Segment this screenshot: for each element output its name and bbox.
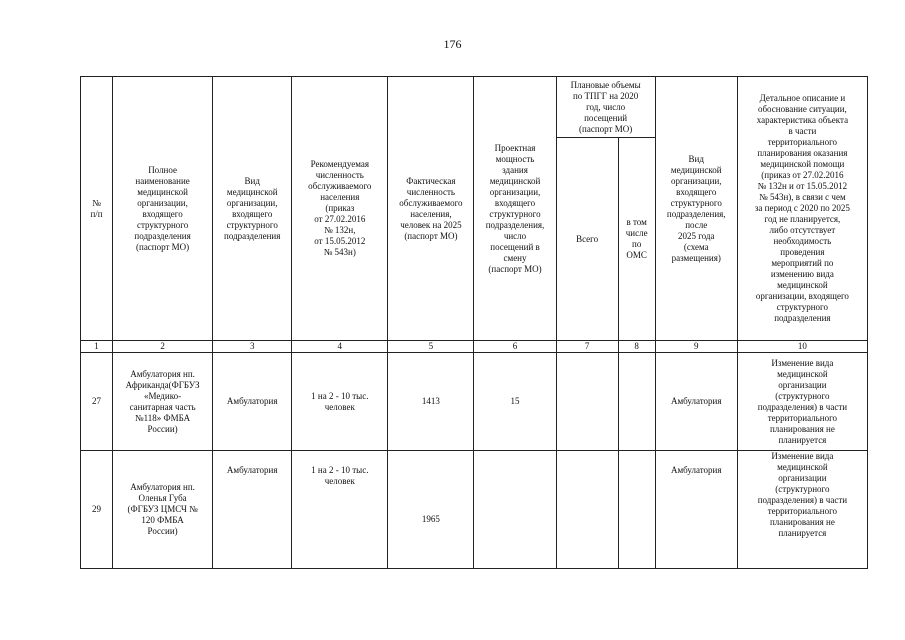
header-num: № п/п [81,77,113,341]
column-number: 2 [113,341,213,353]
header-row [81,77,868,138]
recommended-population: 1 на 2 - 10 тыс. человек [292,353,388,451]
header-full-name: Полное наименование медицинской организации, входящего структурного подразделения (паспорт МО) [113,77,213,341]
org-type-after-2025: Амбулатория [655,451,737,569]
column-number-row [81,341,868,353]
header-planned-volumes: Плановые объемы по ТПГГ на 2020 год, число посещений (паспорт МО) [556,77,655,138]
description: Изменение вида медицинской организации (структурного подразделения) в части территориального планирования не планируется [737,451,867,569]
column-number: 10 [737,341,867,353]
planning-table [80,76,868,569]
design-capacity: 15 [474,353,556,451]
design-capacity [474,451,556,569]
page-number: 176 [443,37,462,51]
table-row [81,451,868,569]
planned-total [556,451,618,569]
actual-population: 1965 [388,451,474,569]
header-total: Всего [556,138,618,341]
planned-oms [618,451,655,569]
table-row [81,353,868,451]
planned-total [556,353,618,451]
actual-population: 1413 [388,353,474,451]
header-actual-population: Фактическая численность обслуживаемого населения, человек на 2025 (паспорт МО) [388,77,474,341]
column-number: 4 [292,341,388,353]
column-number: 7 [556,341,618,353]
row-number: 29 [81,451,113,569]
org-name: Амбулатория нп. Африканда(ФГБУЗ «Медико- санитарная часть №118» ФМБА России) [113,353,213,451]
header-oms: в том числе по ОМС [618,138,655,341]
org-name: Амбулатория нп. Оленья Губа (ФГБУЗ ЦМСЧ № 120 ФМБА России) [113,451,213,569]
column-number: 1 [81,341,113,353]
description: Изменение вида медицинской организации (структурного подразделения) в части территориального планирования не планируется [737,353,867,451]
column-number: 6 [474,341,556,353]
org-type: Амбулатория [213,451,292,569]
org-type: Амбулатория [213,353,292,451]
recommended-population: 1 на 2 - 10 тыс. человек [292,451,388,569]
header-org-type: Вид медицинской организации, входящего структурного подразделения [213,77,292,341]
header-description: Детальное описание и обоснование ситуации, характеристика объекта в части территориального планирования оказания медицинской помощи (приказ от 27.02.2016 № 132н и от 15.05.2012 № 543н), в связи с чем за период с 2020 по 2025 год не планируется, либо отсутствует необходимость проведения мероприятий по изменению вида медицинской организации, входящего структурного подразделения [737,77,867,341]
column-number: 3 [213,341,292,353]
planned-oms [618,353,655,451]
header-org-type-after-2025: Вид медицинской организации, входящего структурного подразделения, после 2025 года (схема размещения) [655,77,737,341]
header-recommended-population: Рекомендуемая численность обслуживаемого населения (приказ от 27.02.2016 № 132н, от 15.05.2012 № 543н) [292,77,388,341]
column-number: 9 [655,341,737,353]
org-type-after-2025: Амбулатория [655,353,737,451]
column-number: 8 [618,341,655,353]
row-number: 27 [81,353,113,451]
header-design-capacity: Проектная мощность здания медицинской организации, входящего структурного подразделения, число посещений в смену (паспорт МО) [474,77,556,341]
column-number: 5 [388,341,474,353]
